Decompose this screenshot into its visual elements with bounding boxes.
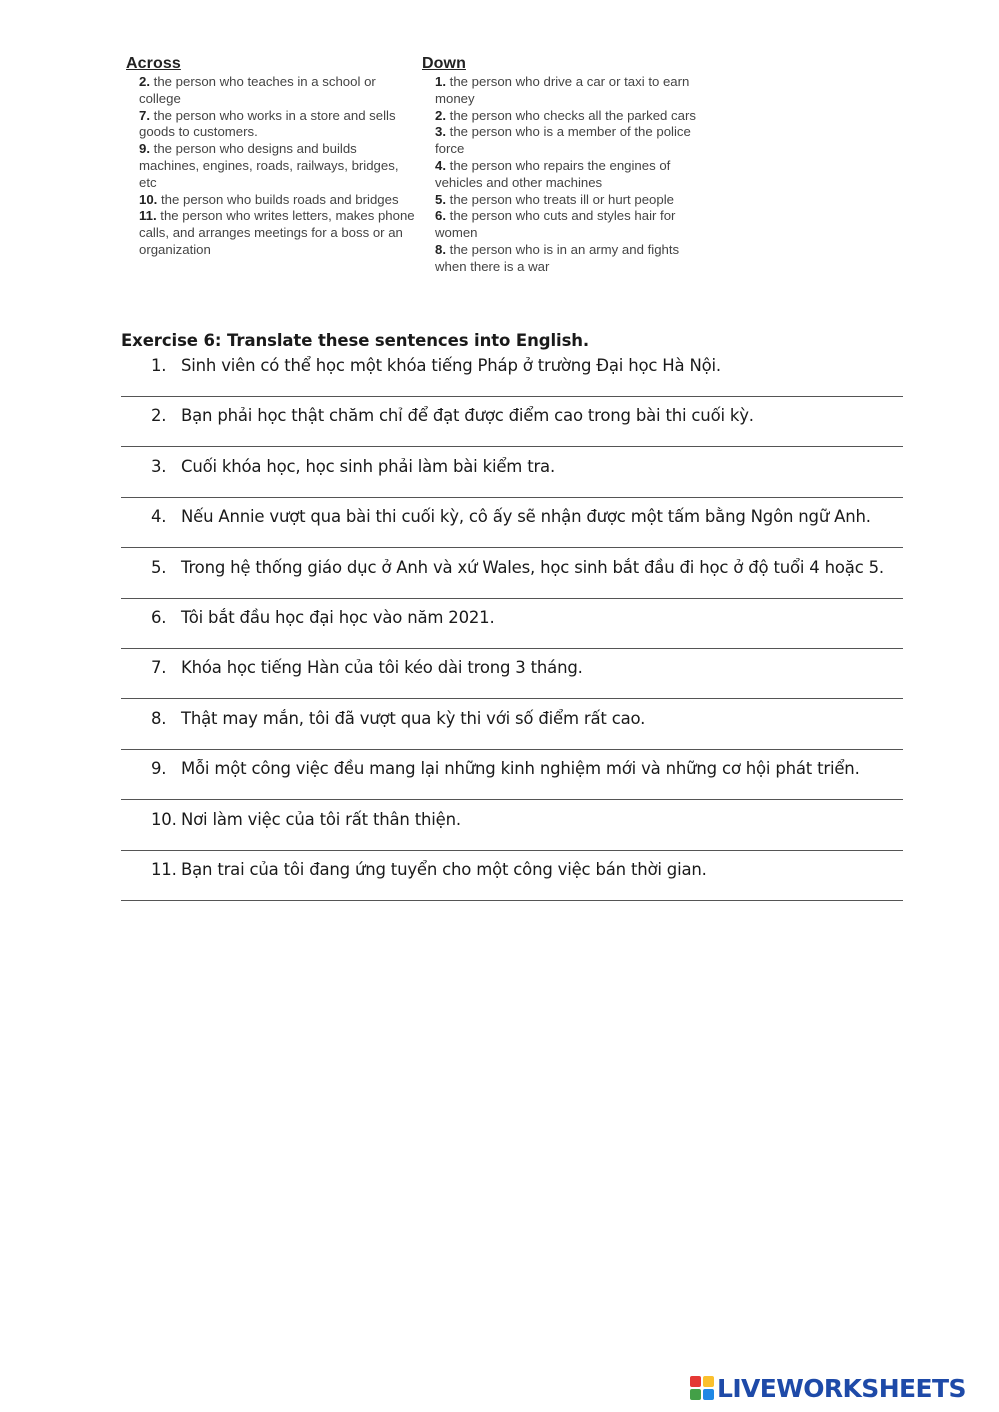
answer-line[interactable] xyxy=(121,396,903,397)
across-clue-list xyxy=(126,74,416,259)
sentence-text: Thật may mắn, tôi đã vượt qua kỳ thi với số điểm rất cao. xyxy=(181,708,646,728)
sentence-item xyxy=(121,605,905,655)
sentence-text: Cuối khóa học, học sinh phải làm bài kiểm tra. xyxy=(181,456,556,476)
clue-item xyxy=(139,141,416,191)
answer-line[interactable] xyxy=(121,648,903,649)
sentence-line xyxy=(151,356,721,375)
sentence-item xyxy=(121,756,905,806)
sentence-text: Trong hệ thống giáo dục ở Anh và xứ Wales, học sinh bắt đầu đi học ở độ tuổi 4 hoặc 5. xyxy=(181,557,884,577)
clue-text: the person who works in a store and sells goods to customers. xyxy=(139,107,396,140)
clue-number: 2. xyxy=(139,74,150,89)
down-clues xyxy=(422,52,712,276)
sentence-number: 9. xyxy=(151,759,167,779)
across-heading: Across xyxy=(126,55,181,72)
sentence-line xyxy=(151,810,461,829)
clue-item xyxy=(139,108,416,142)
sentence-line xyxy=(151,658,583,677)
sentence-line xyxy=(151,507,871,526)
sentence-item xyxy=(121,403,905,453)
sentence-number: 5. xyxy=(151,557,167,577)
sentence-text: Tôi bắt đầu học đại học vào năm 2021. xyxy=(181,607,495,627)
sentence-item xyxy=(121,857,905,907)
clue-number: 10. xyxy=(139,191,158,207)
logo-square xyxy=(690,1389,701,1400)
clue-text: the person who repairs the engines of vehicles and other machines xyxy=(435,157,671,190)
clue-number: 6. xyxy=(435,208,446,224)
clue-item xyxy=(139,192,416,209)
clue-number: 1. xyxy=(435,74,446,89)
clue-number: 7. xyxy=(139,107,150,123)
crossword-clues xyxy=(122,52,722,302)
liveworksheets-logo xyxy=(690,1372,966,1404)
answer-line[interactable] xyxy=(121,698,903,699)
sentence-number: 2. xyxy=(151,406,167,426)
clue-item xyxy=(435,208,712,242)
logo-square xyxy=(703,1389,714,1400)
clue-text: the person who writes letters, makes phone calls, and arranges meetings for a boss or an organization xyxy=(139,208,415,257)
sentence-line xyxy=(151,406,754,425)
sentence-text: Bạn trai của tôi đang ứng tuyển cho một công việc bán thời gian. xyxy=(181,859,707,879)
clue-item xyxy=(435,74,712,108)
sentence-list xyxy=(121,353,905,907)
answer-line[interactable] xyxy=(121,900,903,901)
sentence-line xyxy=(151,558,884,577)
sentence-text: Nơi làm việc của tôi rất thân thiện. xyxy=(181,809,461,829)
clue-number: 4. xyxy=(435,157,446,173)
clue-item xyxy=(435,158,712,192)
answer-line[interactable] xyxy=(121,799,903,800)
answer-line[interactable] xyxy=(121,749,903,750)
sentence-number: 11. xyxy=(151,859,177,879)
sentence-line xyxy=(151,457,555,476)
sentence-text: Bạn phải học thật chăm chỉ để đạt được điểm cao trong bài thi cuối kỳ. xyxy=(181,406,754,426)
logo-text: LIVEWORKSHEETS xyxy=(717,1373,966,1403)
answer-line[interactable] xyxy=(121,547,903,548)
sentence-text: Nếu Annie vượt qua bài thi cuối kỳ, cô ấy sẽ nhận được một tấm bằng Ngôn ngữ Anh. xyxy=(181,507,871,527)
sentence-number: 10. xyxy=(151,809,177,829)
liveworksheets-logo-icon xyxy=(690,1376,714,1400)
answer-line[interactable] xyxy=(121,446,903,447)
answer-line[interactable] xyxy=(121,497,903,498)
down-clue-list xyxy=(422,74,712,276)
sentence-line xyxy=(151,860,707,879)
sentence-number: 6. xyxy=(151,607,167,627)
clue-text: the person who is in an army and fights when there is a war xyxy=(435,241,680,274)
sentence-text: Mỗi một công việc đều mang lại những kinh nghiệm mới và những cơ hội phát triển. xyxy=(181,759,860,779)
logo-square xyxy=(703,1376,714,1387)
sentence-item xyxy=(121,807,905,857)
across-clues xyxy=(126,52,416,259)
down-heading: Down xyxy=(422,55,466,72)
clue-item xyxy=(435,242,712,276)
sentence-number: 3. xyxy=(151,456,167,476)
sentence-item xyxy=(121,353,905,403)
clue-item xyxy=(435,108,712,125)
clue-text: the person who drive a car or taxi to earn money xyxy=(435,74,690,106)
sentence-number: 4. xyxy=(151,507,167,527)
clue-text: the person who is a member of the police force xyxy=(435,124,691,157)
clue-item xyxy=(139,74,416,108)
sentence-item xyxy=(121,454,905,504)
sentence-item xyxy=(121,555,905,605)
sentence-number: 7. xyxy=(151,658,167,678)
clue-item xyxy=(139,208,416,258)
sentence-item xyxy=(121,655,905,705)
sentence-text: Khóa học tiếng Hàn của tôi kéo dài trong 3 tháng. xyxy=(181,658,583,678)
clue-text: the person who teaches in a school or college xyxy=(139,74,376,106)
sentence-number: 1. xyxy=(151,356,167,375)
clue-number: 2. xyxy=(435,107,446,123)
clue-item xyxy=(435,192,712,209)
clue-number: 8. xyxy=(435,241,446,257)
sentence-line xyxy=(151,608,495,627)
exercise-title: Exercise 6: Translate these sentences into English. xyxy=(121,331,590,350)
sentence-line xyxy=(151,759,860,778)
clue-text: the person who treats ill or hurt people xyxy=(449,191,674,207)
clue-number: 9. xyxy=(139,141,150,157)
sentence-item xyxy=(121,504,905,554)
clue-text: the person who cuts and styles hair for women xyxy=(435,208,676,241)
answer-line[interactable] xyxy=(121,850,903,851)
clue-text: the person who designs and builds machines, engines, roads, railways, bridges, etc xyxy=(139,141,399,190)
clue-item xyxy=(435,124,712,158)
clue-number: 5. xyxy=(435,191,446,207)
sentence-text: Sinh viên có thể học một khóa tiếng Pháp ở trường Đại học Hà Nội. xyxy=(181,356,721,375)
sentence-number: 8. xyxy=(151,708,167,728)
sentence-line xyxy=(151,709,645,728)
clue-text: the person who checks all the parked cars xyxy=(449,107,696,123)
clue-text: the person who builds roads and bridges xyxy=(161,191,399,207)
logo-square xyxy=(690,1376,701,1387)
clue-number: 3. xyxy=(435,124,446,140)
answer-line[interactable] xyxy=(121,598,903,599)
clue-number: 11. xyxy=(139,208,157,224)
sentence-item xyxy=(121,706,905,756)
